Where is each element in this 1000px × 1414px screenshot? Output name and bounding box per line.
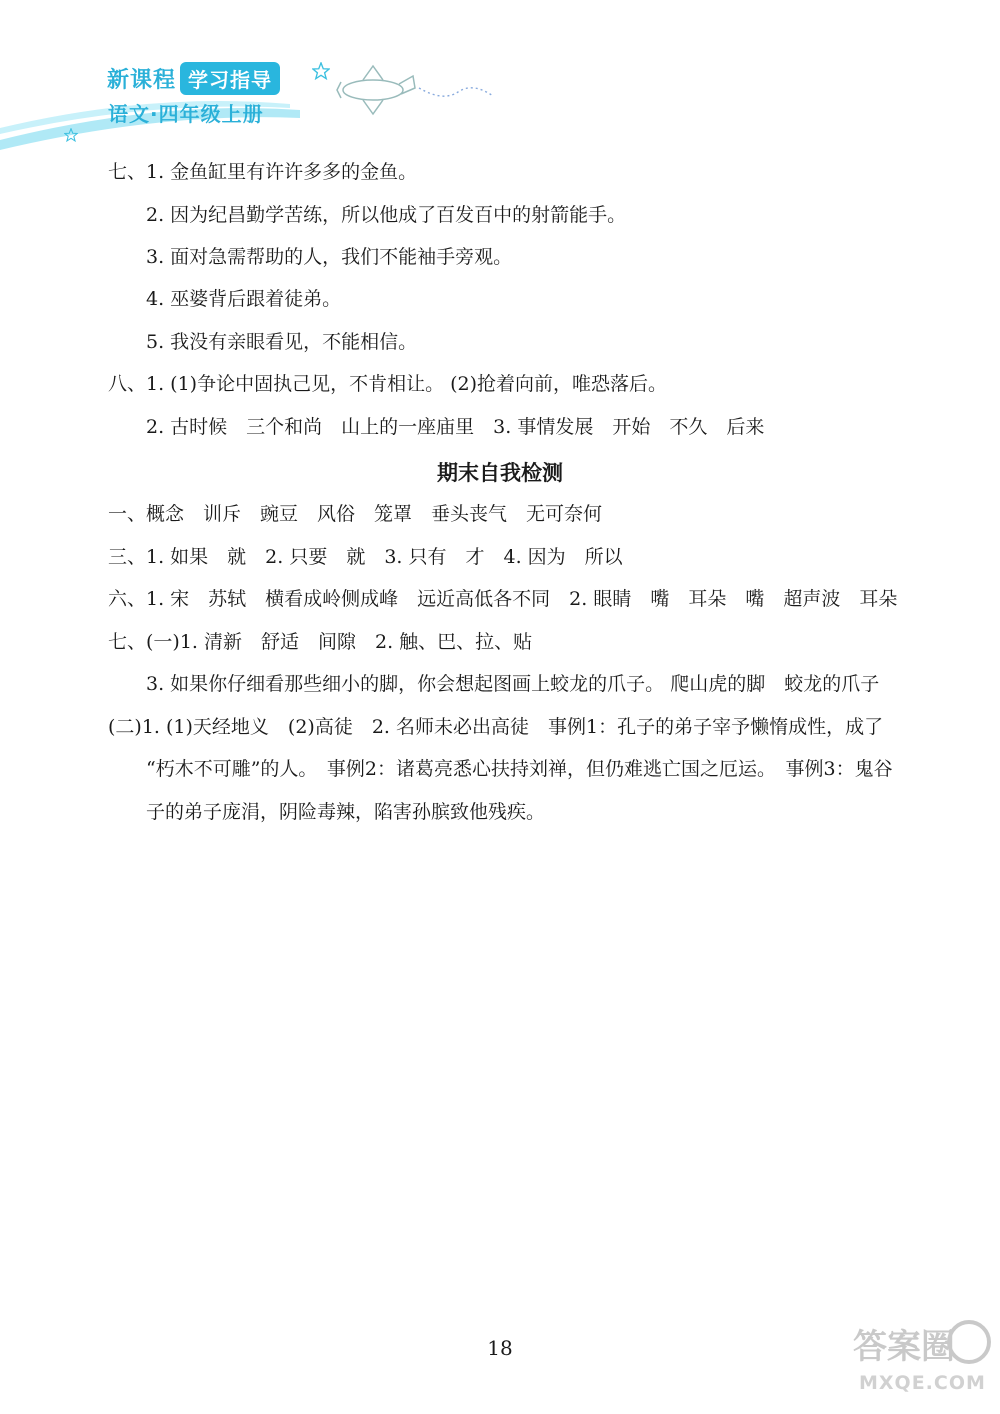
watermark-url: MXQE.COM	[859, 1372, 986, 1394]
watermark	[847, 1318, 992, 1408]
answer-line: 六、1. 宋 苏轼 横看成岭侧成峰 远近高低各不同 2. 眼睛 嘴 耳朵 嘴 超声波 耳朵	[108, 588, 898, 610]
brand-name: 新课程	[107, 68, 177, 93]
answer-line: 子的弟子庞涓，阴险毒辣，陷害孙膑致他残疾。	[146, 801, 546, 823]
answer-line: 2. 古时候 三个和尚 山上的一座庙里 3. 事情发展 开始 不久 后来	[146, 416, 765, 438]
answer-line: “朽木不可雕”的人。 事例2：诸葛亮悉心扶持刘禅，但仍难逃亡国之厄运。 事例3：鬼谷	[146, 758, 893, 780]
answer-line: 5. 我没有亲眼看见，不能相信。	[146, 331, 418, 353]
answer-line: 八、1. (1)争论中固执己见，不肯相让。 (2)抢着向前，唯恐落后。	[108, 373, 668, 395]
answer-line: 4. 巫婆背后跟着徒弟。	[146, 288, 342, 310]
answer-line: 3. 面对急需帮助的人，我们不能袖手旁观。	[146, 246, 513, 268]
watermark-logo-text: 答案圈	[853, 1327, 955, 1367]
answer-line: 七、1. 金鱼缸里有许许多多的金鱼。	[108, 161, 418, 183]
brand-title	[107, 62, 280, 95]
airplane-icon	[333, 62, 498, 120]
answer-line: 3. 如果你仔细看那些细小的脚，你会想起图画上蛟龙的爪子。 爬山虎的脚 蛟龙的爪子	[146, 673, 880, 695]
star-icon	[64, 128, 78, 142]
page-number: 18	[487, 1336, 513, 1360]
answer-line: 三、1. 如果 就 2. 只要 就 3. 只有 才 4. 因为 所以	[108, 546, 623, 568]
answer-line: (二)1. (1)天经地义 (2)高徒 2. 名师未必出高徒 事例1：孔子的弟子宰予懒惰成性，成了	[108, 716, 884, 738]
page-header	[0, 0, 520, 150]
brand-badge: 学习指导	[180, 62, 280, 95]
star-icon	[312, 62, 330, 80]
answer-line: 2. 因为纪昌勤学苦练，所以他成了百发百中的射箭能手。	[146, 204, 627, 226]
answer-line: 七、(一)1. 清新 舒适 间隙 2. 触、巴、拉、贴	[108, 631, 533, 653]
watermark-logo	[847, 1318, 992, 1373]
book-subtitle: 语文·四年级上册	[108, 102, 264, 126]
answer-line: 一、概念 训斥 豌豆 风俗 笼罩 垂头丧气 无可奈何	[108, 503, 603, 525]
section-title: 期末自我检测	[437, 461, 563, 485]
